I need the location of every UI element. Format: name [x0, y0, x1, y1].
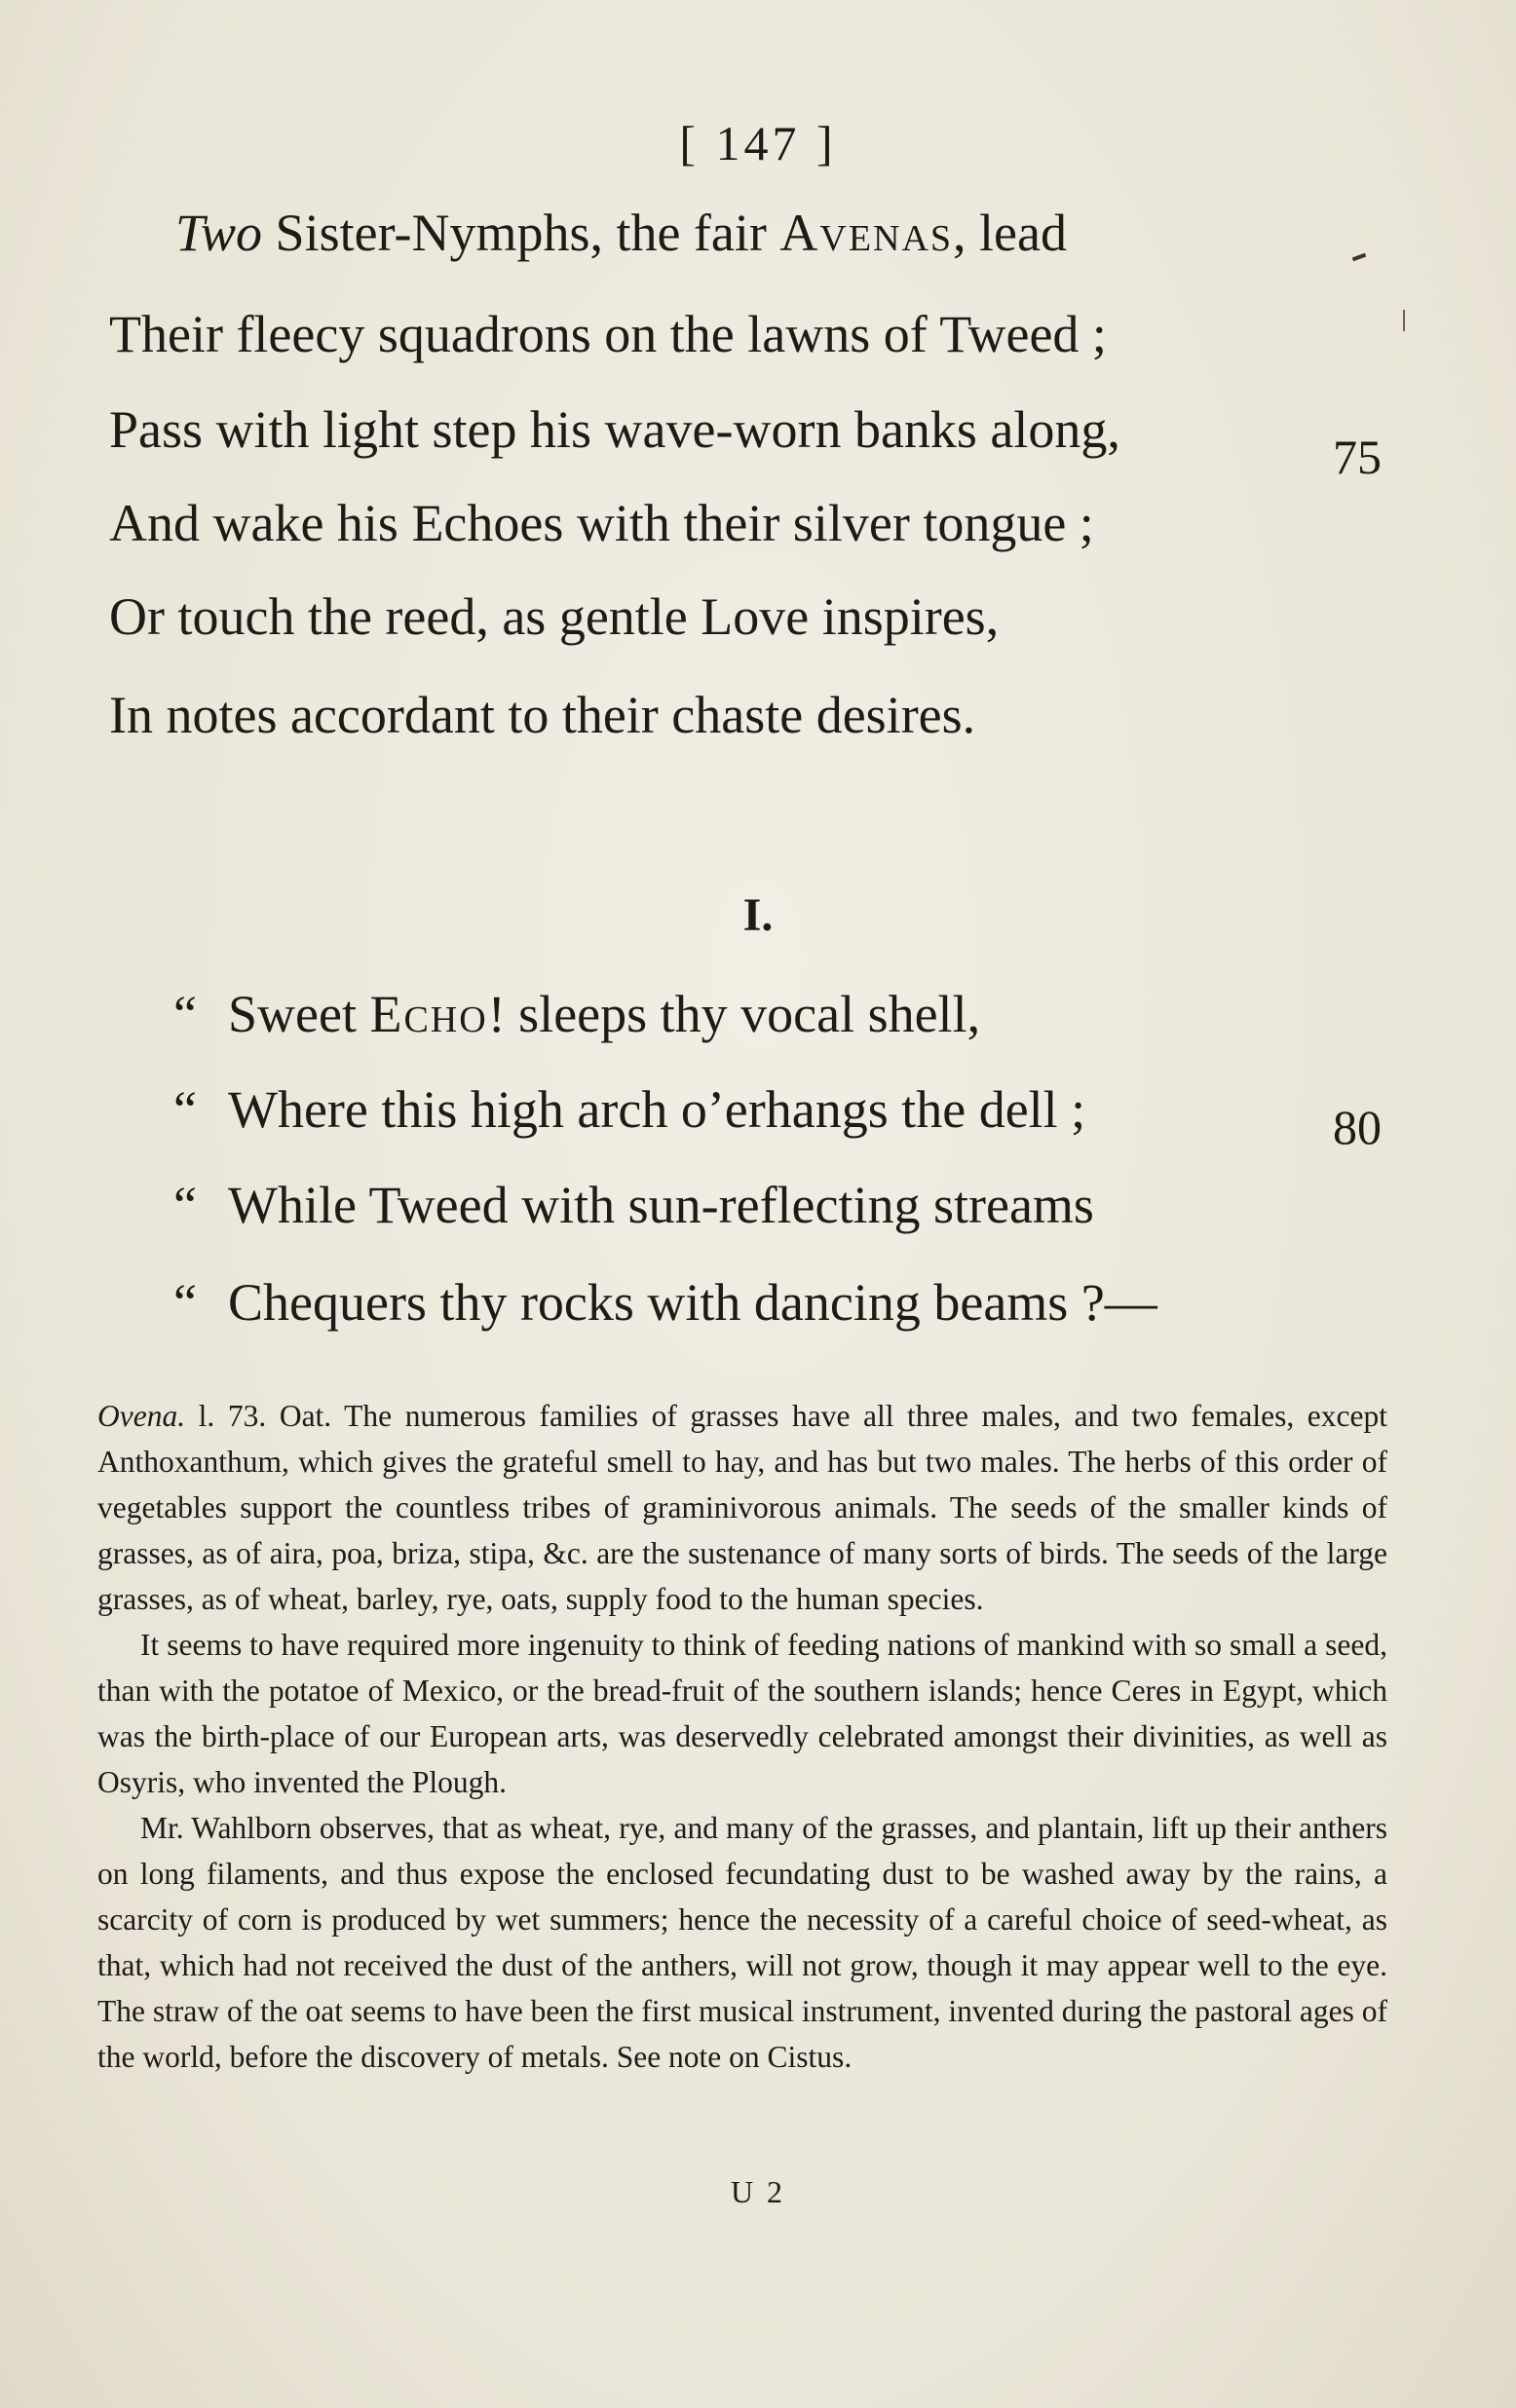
section-number: I. [742, 889, 774, 941]
verse-line: Pass with light step his wave-worn banks along, [109, 400, 1120, 459]
footnote-paragraph: Mr. Wahlborn observes, that as wheat, rye, and many of the grasses, and plantain, lift up their anthers on long filaments, and thus expose the enclosed fecundating dust to be washed away by the rains, a scarcity of corn is produced by wet summers; hence the necessity of a careful choice of seed-wheat, as that, which had not received the dust of the anthers, will not grow, though it may appear well to the eye. The straw of the oat seems to have been the first musical instrument, invented during the pastoral ages of the world, before the discovery of metals. See note on Cistus. [97, 1811, 1387, 2074]
verse-line: In notes accordant to their chaste desires. [109, 686, 976, 744]
nymph-name: Avenas [779, 204, 954, 262]
echo-name: Echo [369, 985, 488, 1043]
verse-text: ! sleeps thy vocal shell, [487, 985, 981, 1043]
opening-quote: “ [173, 1176, 197, 1234]
opening-quote: “ [173, 1080, 197, 1139]
verse-line [175, 203, 1067, 263]
verse-text: Where this high arch o’erhangs the dell ; [228, 1080, 1086, 1139]
footnote-paragraph: It seems to have required more ingenuity to think of feeding nations of mankind with so small a seed, than with the potatoe of Mexico, or the bread-fruit of the southern islands; hence Ceres in Egypt, which was the birth-place of our European arts, was deservedly celebrated amongst their divinities, as well as Osyris, who invented the Plough. [97, 1628, 1387, 1799]
verse-word-italic: Two [175, 204, 263, 262]
verse-line [173, 984, 980, 1044]
opening-quote: “ [173, 985, 197, 1043]
verse-text: Chequers thy rocks with dancing beams ?— [228, 1273, 1157, 1332]
opening-quote: “ [173, 1273, 197, 1332]
ink-speck [1352, 253, 1367, 262]
footnote-ref: Ovena. [97, 1399, 186, 1433]
verse-line [173, 1175, 1094, 1235]
verse-line [173, 1272, 1157, 1333]
footnote [97, 1393, 1387, 2080]
line-number: 75 [1333, 430, 1382, 484]
verse-line [173, 1079, 1085, 1140]
verse-line: Their fleecy squadrons on the lawns of Tweed ; [109, 305, 1107, 363]
footnote-paragraph [97, 1393, 1387, 1622]
signature-mark: U 2 [730, 2174, 786, 2209]
verse-text: Sister-Nymphs, the fair [262, 204, 780, 262]
ink-speck [1403, 310, 1405, 331]
verse-text: , lead [953, 204, 1067, 262]
footnote-text: l. 73. Oat. The numerous families of grasses have all three males, and two females, except Anthoxanthum, which gives the grateful smell to hay, and has but two males. The herbs of this order of vegetables support the countless tribes of graminivorous animals. The seeds of the smaller kinds of grasses, as of aira, poa, briza, stipa, &c. are the sustenance of many sorts of birds. The seeds of the large grasses, as of wheat, barley, rye, oats, supply food to the human species. [97, 1399, 1387, 1616]
page-number: [ 147 ] [679, 116, 837, 170]
line-number: 80 [1333, 1100, 1382, 1154]
verse-line: Or touch the reed, as gentle Love inspires, [109, 587, 1000, 646]
verse-text: While Tweed with sun-reflecting streams [228, 1176, 1094, 1234]
verse-text: Sweet [228, 985, 370, 1043]
verse-line: And wake his Echoes with their silver tongue ; [109, 494, 1094, 552]
